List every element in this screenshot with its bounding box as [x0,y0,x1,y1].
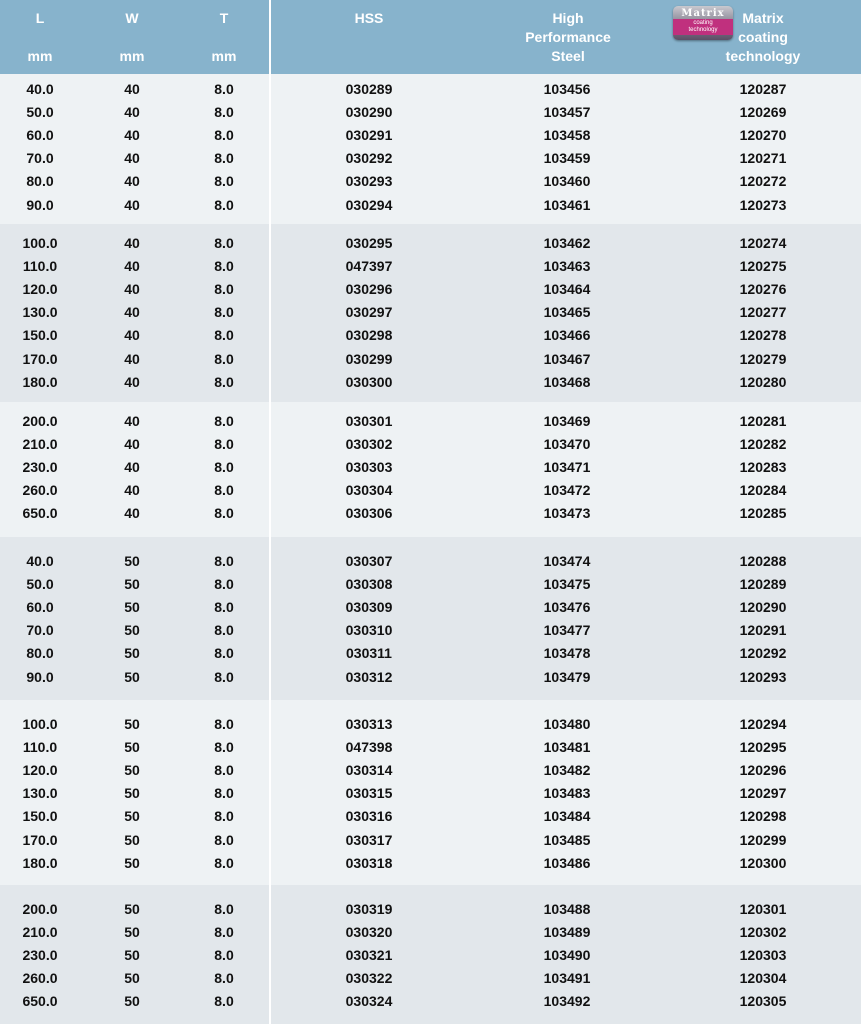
table-row [0,410,861,433]
table-row [0,232,861,255]
table-row [0,713,861,736]
cell-hss-code: 030293 [345,173,393,190]
table-row [0,170,861,193]
table-row [0,124,861,147]
cell-width: 50 [124,854,140,871]
cell-thickness: 8.0 [214,553,234,569]
cell-hss-code: 030300 [345,373,393,390]
cell-hps-code: 103485 [543,831,591,848]
header-w-label: W [125,10,139,26]
cell-hss-code: 030289 [345,81,393,97]
cell-width: 50 [124,739,140,756]
table-row [0,898,861,921]
cell-matrix-code: 120287 [739,81,787,97]
cell-width: 50 [124,599,140,616]
cell-length: 110.0 [22,739,58,756]
table-row [0,967,861,990]
cell-length: 100.0 [22,716,58,732]
cell-hss-code: 030291 [345,127,393,144]
cell-hps-code: 103490 [543,947,591,964]
cell-thickness: 8.0 [214,258,234,275]
cell-length: 180.0 [22,373,58,390]
cell-matrix-code: 120293 [739,668,787,685]
cell-hss-code: 030292 [345,150,393,167]
cell-hps-code: 103478 [543,645,591,662]
cell-width: 40 [124,459,140,476]
cell-hps-code: 103461 [543,196,591,213]
cell-hps-code: 103480 [543,716,591,732]
cell-length: 260.0 [22,482,58,499]
cell-thickness: 8.0 [214,482,234,499]
cell-hps-code: 103467 [543,350,591,367]
cell-matrix-code: 120281 [739,413,787,429]
cell-thickness: 8.0 [214,327,234,344]
cell-matrix-code: 120304 [739,970,787,987]
cell-thickness: 8.0 [214,505,234,522]
cell-matrix-code: 120282 [739,436,787,453]
header-l-label: L [35,10,45,26]
logo-subtext-2: technology [688,27,718,33]
cell-width: 40 [124,150,140,167]
row-group [0,700,861,885]
cell-thickness: 8.0 [214,785,234,802]
cell-length: 100.0 [22,235,58,251]
cell-width: 50 [124,970,140,987]
cell-length: 70.0 [26,622,54,639]
cell-thickness: 8.0 [214,739,234,756]
cell-width: 40 [124,304,140,321]
table-row [0,759,861,782]
table-row [0,619,861,642]
cell-thickness: 8.0 [214,81,234,97]
cell-length: 80.0 [26,173,54,190]
cell-hss-code: 030321 [345,947,393,964]
row-group [0,224,861,402]
cell-width: 40 [124,281,140,298]
cell-width: 50 [124,947,140,964]
cell-hss-code: 047398 [345,739,393,756]
cell-hps-code: 103477 [543,622,591,639]
cell-thickness: 8.0 [214,436,234,453]
cell-width: 40 [124,127,140,144]
cell-hss-code: 030319 [345,901,393,917]
cell-hss-code: 030308 [345,576,393,593]
table-row [0,642,861,665]
cell-length: 80.0 [26,645,54,662]
cell-width: 50 [124,901,140,917]
cell-matrix-code: 120288 [739,553,787,569]
header-w-unit: mm [119,48,145,64]
cell-hps-code: 103481 [543,739,591,756]
cell-thickness: 8.0 [214,901,234,917]
cell-width: 50 [124,576,140,593]
cell-width: 50 [124,831,140,848]
cell-matrix-code: 120294 [739,716,787,732]
row-group [0,74,861,224]
cell-length: 230.0 [22,459,58,476]
table-row [0,502,861,525]
cell-hps-code: 103465 [543,304,591,321]
cell-matrix-code: 120301 [739,901,787,917]
cell-thickness: 8.0 [214,947,234,964]
cell-hps-code: 103459 [543,150,591,167]
table-row [0,805,861,828]
table-row [0,433,861,456]
cell-width: 40 [124,196,140,213]
cell-matrix-code: 120283 [739,459,787,476]
cell-length: 150.0 [22,808,58,825]
cell-matrix-code: 120270 [739,127,787,144]
cell-width: 40 [124,350,140,367]
cell-width: 40 [124,173,140,190]
table-row [0,550,861,573]
cell-hss-code: 030304 [345,482,393,499]
cell-hss-code: 030297 [345,304,393,321]
cell-matrix-code: 120305 [739,993,787,1010]
cell-length: 70.0 [26,150,54,167]
cell-matrix-code: 120303 [739,947,787,964]
header-hps-line1: High [552,10,584,26]
header-t-unit: mm [211,48,237,64]
cell-hss-code: 030296 [345,281,393,298]
cell-thickness: 8.0 [214,924,234,941]
cell-matrix-code: 120296 [739,762,787,779]
cell-hps-code: 103468 [543,373,591,390]
row-group [0,885,861,1024]
cell-hss-code: 030310 [345,622,393,639]
logo-text: Matrix [681,8,725,19]
table-row [0,456,861,479]
cell-matrix-code: 120273 [739,196,787,213]
cell-hss-code: 030315 [345,785,393,802]
cell-matrix-code: 120272 [739,173,787,190]
cell-matrix-code: 120274 [739,235,787,251]
cell-width: 40 [124,436,140,453]
cell-width: 40 [124,258,140,275]
cell-hss-code: 030303 [345,459,393,476]
cell-hps-code: 103483 [543,785,591,802]
table-row [0,573,861,596]
header-matrix-line1: Matrix [742,10,784,26]
cell-matrix-code: 120285 [739,505,787,522]
table-row [0,736,861,759]
cell-hps-code: 103482 [543,762,591,779]
cell-hss-code: 030320 [345,924,393,941]
header-matrix-line2: coating [738,29,788,45]
cell-width: 50 [124,716,140,732]
cell-thickness: 8.0 [214,173,234,190]
cell-length: 130.0 [22,785,58,802]
cell-length: 650.0 [22,993,58,1010]
cell-width: 40 [124,235,140,251]
cell-length: 150.0 [22,327,58,344]
cell-hps-code: 103464 [543,281,591,298]
column-divider [269,0,271,1024]
cell-hps-code: 103456 [543,81,591,97]
cell-length: 200.0 [22,901,58,917]
cell-hss-code: 030295 [345,235,393,251]
cell-thickness: 8.0 [214,413,234,429]
cell-thickness: 8.0 [214,150,234,167]
table-row [0,944,861,967]
header-hps-line3: Steel [551,48,585,64]
cell-thickness: 8.0 [214,304,234,321]
cell-thickness: 8.0 [214,808,234,825]
header-hss-label: HSS [354,10,384,26]
cell-thickness: 8.0 [214,350,234,367]
table-row [0,921,861,944]
cell-matrix-code: 120271 [739,150,787,167]
table-row [0,990,861,1013]
table-row [0,371,861,394]
cell-hps-code: 103479 [543,668,591,685]
table-row [0,479,861,502]
cell-length: 120.0 [22,281,58,298]
cell-length: 50.0 [26,576,54,593]
table-row [0,301,861,324]
cell-length: 40.0 [26,553,54,569]
cell-length: 170.0 [22,831,58,848]
cell-thickness: 8.0 [214,622,234,639]
cell-thickness: 8.0 [214,854,234,871]
table-row [0,666,861,689]
table-row [0,78,861,101]
cell-hps-code: 103469 [543,413,591,429]
cell-hss-code: 047397 [345,258,393,275]
cell-width: 40 [124,482,140,499]
cell-thickness: 8.0 [214,668,234,685]
cell-hss-code: 030302 [345,436,393,453]
cell-thickness: 8.0 [214,970,234,987]
cell-length: 230.0 [22,947,58,964]
cell-hss-code: 030318 [345,854,393,871]
cell-thickness: 8.0 [214,281,234,298]
cell-hss-code: 030314 [345,762,393,779]
cell-length: 90.0 [26,196,54,213]
table-row [0,348,861,371]
table-row [0,147,861,170]
cell-matrix-code: 120269 [739,104,787,121]
cell-length: 130.0 [22,304,58,321]
cell-hps-code: 103466 [543,327,591,344]
cell-matrix-code: 120302 [739,924,787,941]
cell-width: 40 [124,81,140,97]
cell-hss-code: 030313 [345,716,393,732]
cell-length: 180.0 [22,854,58,871]
cell-thickness: 8.0 [214,576,234,593]
cell-width: 40 [124,373,140,390]
cell-hps-code: 103489 [543,924,591,941]
table-row [0,829,861,852]
cell-hps-code: 103488 [543,901,591,917]
cell-matrix-code: 120289 [739,576,787,593]
cell-length: 210.0 [22,924,58,941]
cell-length: 60.0 [26,599,54,616]
cell-matrix-code: 120290 [739,599,787,616]
table-row [0,782,861,805]
header-matrix-line3: technology [725,48,801,64]
cell-matrix-code: 120300 [739,854,787,871]
cell-hss-code: 030312 [345,668,393,685]
cell-width: 40 [124,413,140,429]
cell-hps-code: 103458 [543,127,591,144]
cell-hss-code: 030301 [345,413,393,429]
cell-length: 60.0 [26,127,54,144]
table-header [0,0,861,74]
cell-width: 40 [124,327,140,344]
table-row [0,278,861,301]
cell-hps-code: 103463 [543,258,591,275]
table-row [0,324,861,347]
cell-width: 50 [124,808,140,825]
cell-width: 50 [124,993,140,1010]
cell-thickness: 8.0 [214,645,234,662]
cell-length: 110.0 [22,258,58,275]
cell-matrix-code: 120284 [739,482,787,499]
cell-width: 40 [124,104,140,121]
cell-matrix-code: 120292 [739,645,787,662]
cell-hps-code: 103492 [543,993,591,1010]
cell-length: 210.0 [22,436,58,453]
cell-width: 50 [124,553,140,569]
cell-thickness: 8.0 [214,196,234,213]
cell-hss-code: 030306 [345,505,393,522]
table-row [0,596,861,619]
cell-hps-code: 103484 [543,808,591,825]
cell-hss-code: 030316 [345,808,393,825]
header-t-label: T [219,10,229,26]
cell-thickness: 8.0 [214,831,234,848]
cell-thickness: 8.0 [214,104,234,121]
cell-matrix-code: 120298 [739,808,787,825]
cell-matrix-code: 120275 [739,258,787,275]
table-row [0,852,861,875]
cell-thickness: 8.0 [214,599,234,616]
cell-matrix-code: 120276 [739,281,787,298]
cell-hss-code: 030311 [346,645,392,662]
table-row [0,255,861,278]
cell-thickness: 8.0 [214,762,234,779]
cell-hss-code: 030299 [345,350,393,367]
cell-hps-code: 103462 [543,235,591,251]
header-hps-line2: Performance [525,29,611,45]
cell-length: 40.0 [26,81,54,97]
cell-matrix-code: 120279 [739,350,787,367]
cell-hps-code: 103457 [543,104,591,121]
cell-width: 40 [124,505,140,522]
cell-width: 50 [124,668,140,685]
cell-matrix-code: 120295 [739,739,787,756]
cell-hps-code: 103470 [543,436,591,453]
cell-hss-code: 030317 [345,831,393,848]
cell-thickness: 8.0 [214,235,234,251]
cell-length: 650.0 [22,505,58,522]
cell-length: 120.0 [22,762,58,779]
cell-thickness: 8.0 [214,373,234,390]
cell-hps-code: 103473 [543,505,591,522]
cell-thickness: 8.0 [214,993,234,1010]
row-group [0,402,861,537]
cell-hps-code: 103475 [543,576,591,593]
cell-hss-code: 030309 [345,599,393,616]
cell-thickness: 8.0 [214,716,234,732]
cell-hps-code: 103474 [543,553,591,569]
cell-thickness: 8.0 [214,459,234,476]
cell-width: 50 [124,924,140,941]
cell-hss-code: 030294 [345,196,393,213]
cell-matrix-code: 120278 [739,327,787,344]
cell-hss-code: 030322 [345,970,393,987]
cell-length: 170.0 [22,350,58,367]
row-group [0,537,861,700]
cell-length: 260.0 [22,970,58,987]
cell-hss-code: 030324 [345,993,393,1010]
cell-width: 50 [124,622,140,639]
cell-matrix-code: 120299 [739,831,787,848]
cell-hss-code: 030298 [345,327,393,344]
cell-hps-code: 103491 [543,970,591,987]
cell-width: 50 [124,785,140,802]
header-l-unit: mm [27,48,53,64]
cell-hps-code: 103472 [543,482,591,499]
cell-matrix-code: 120291 [739,622,787,639]
cell-matrix-code: 120280 [739,373,787,390]
cell-hps-code: 103460 [543,173,591,190]
table-row [0,101,861,124]
cell-hss-code: 030307 [345,553,393,569]
cell-matrix-code: 120297 [739,785,787,802]
cell-matrix-code: 120277 [739,304,787,321]
cell-width: 50 [124,645,140,662]
table-row [0,194,861,217]
cell-length: 90.0 [26,668,54,685]
cell-thickness: 8.0 [214,127,234,144]
cell-hps-code: 103486 [543,854,591,871]
cell-length: 200.0 [22,413,58,429]
cell-hps-code: 103471 [543,459,591,476]
cell-width: 50 [124,762,140,779]
logo-subtext-1: coating [693,20,713,26]
cell-hps-code: 103476 [543,599,591,616]
cell-length: 50.0 [26,104,54,121]
cell-hss-code: 030290 [345,104,393,121]
